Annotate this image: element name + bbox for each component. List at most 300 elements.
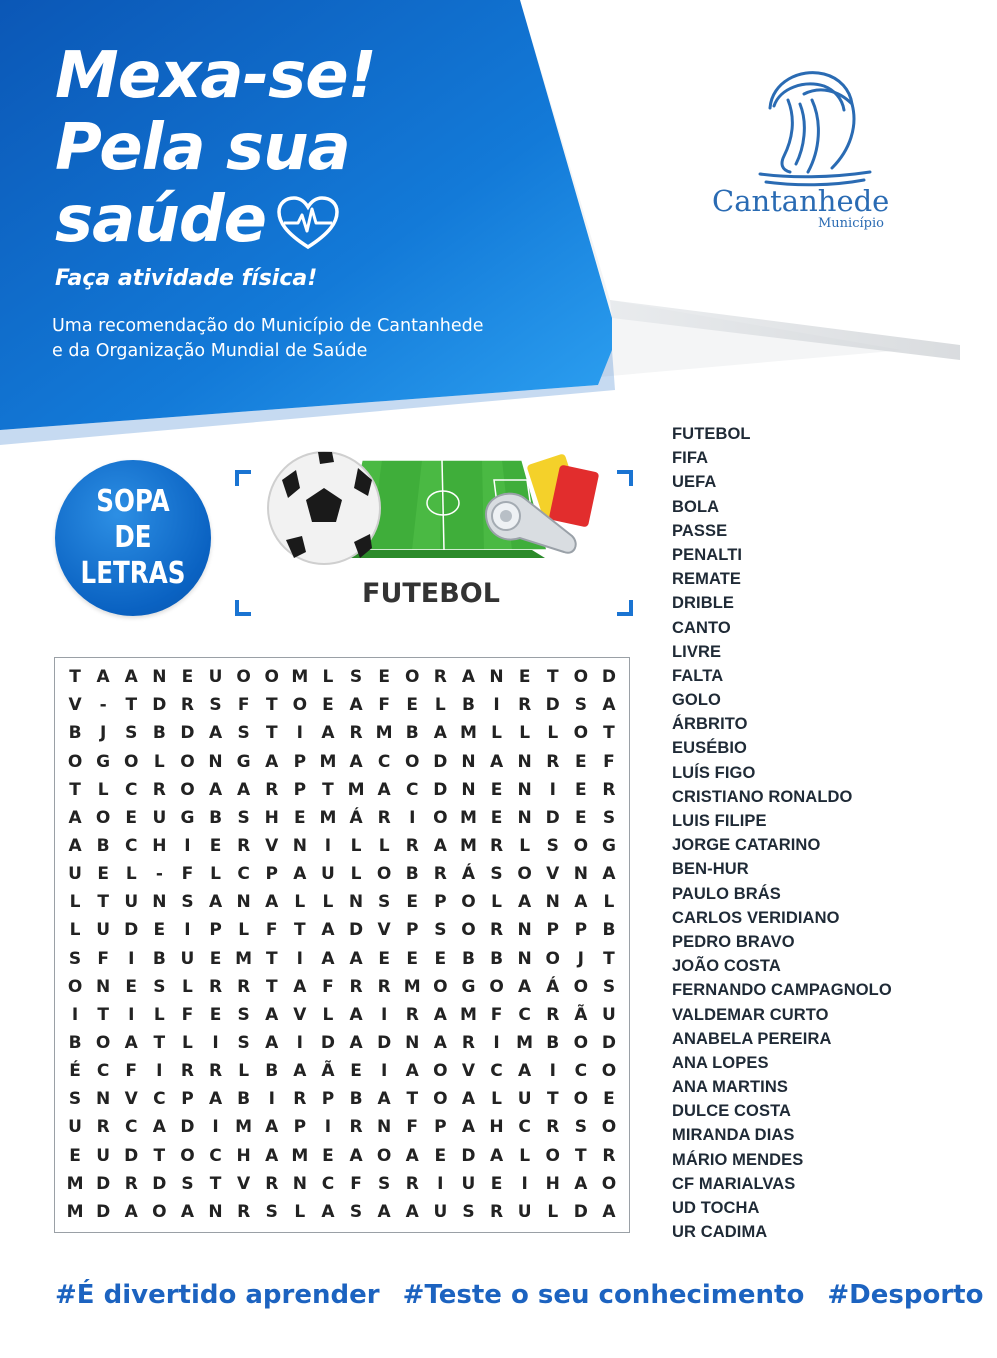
grid-cell: A — [321, 920, 335, 941]
grid-cell: F — [181, 864, 194, 885]
grid-cell: E — [294, 807, 306, 828]
soccer-ball-icon — [268, 452, 380, 564]
grid-cell: N — [152, 667, 167, 688]
grid-cell: A — [152, 1117, 166, 1138]
word-list-item: DRIBLE — [672, 594, 735, 613]
grid-cell: O — [180, 779, 195, 800]
grid-cell: T — [97, 892, 109, 913]
grid-cell: S — [378, 892, 391, 913]
grid-cell: B — [237, 1089, 251, 1110]
grid-cell: I — [71, 1004, 79, 1025]
grid-cell: R — [237, 835, 251, 856]
grid-cell: E — [125, 976, 138, 997]
grid-cell: O — [180, 751, 195, 772]
hero-title-line-2: Pela sua — [55, 111, 350, 185]
grid-cell: O — [489, 976, 504, 997]
grid-cell: E — [69, 1145, 81, 1166]
grid-cell: D — [152, 695, 167, 716]
grid-cell: G — [601, 835, 616, 856]
grid-cell: N — [517, 751, 532, 772]
word-list-item: CARLOS VERIDIANO — [672, 908, 840, 927]
grid-cell: F — [97, 948, 109, 969]
grid-cell: N — [489, 667, 504, 688]
grid-cell: A — [265, 1004, 279, 1025]
grid-cell: A — [265, 892, 279, 913]
grid-cell: G — [96, 751, 111, 772]
grid-cell: N — [96, 1089, 111, 1110]
grid-cell: A — [124, 1033, 138, 1054]
grid-cell: T — [546, 667, 559, 688]
grid-cell: A — [180, 1201, 195, 1222]
grid-cell: A — [68, 835, 82, 856]
grid-cell: M — [347, 779, 365, 800]
grid-cell: I — [409, 807, 416, 828]
grid-cell: O — [433, 976, 448, 997]
grid-cell: E — [575, 807, 587, 828]
grid-cell: I — [324, 835, 332, 856]
grid-cell: T — [406, 1089, 419, 1110]
word-list-item: PAULO BRÁS — [672, 884, 781, 903]
grid-cell: H — [236, 1145, 251, 1166]
word-search-badge-text — [81, 484, 186, 592]
grid-cell: L — [491, 892, 502, 913]
grid-cell: N — [208, 751, 223, 772]
grid-cell: M — [66, 1201, 84, 1222]
grid-cell: R — [265, 779, 279, 800]
grid-cell: D — [545, 807, 560, 828]
grid-cell: E — [518, 667, 531, 688]
grid-cell: L — [238, 920, 250, 941]
grid-cell: O — [573, 1033, 589, 1054]
grid-cell: S — [181, 1173, 194, 1194]
grid-cell: A — [349, 948, 363, 969]
grid-cell: M — [459, 835, 477, 856]
grid-cell: U — [517, 1201, 532, 1222]
grid-cell: I — [493, 1033, 500, 1054]
badge-line-1: SOPA — [96, 484, 170, 519]
grid-cell: L — [378, 835, 390, 856]
grid-cell: U — [433, 1201, 448, 1222]
grid-cell: L — [153, 1004, 165, 1025]
grid-cell: F — [406, 1117, 419, 1138]
grid-cell: E — [209, 1004, 222, 1025]
word-list-item: FUTEBOL — [672, 425, 751, 443]
grid-cell: B — [96, 835, 110, 856]
grid-cell: P — [293, 1117, 307, 1138]
word-list-item: UR CADIMA — [672, 1223, 768, 1242]
grid-cell: A — [265, 1033, 279, 1054]
grid-cell: C — [209, 1145, 222, 1166]
grid-cell: D — [96, 1173, 111, 1194]
recommendation-line-2: e da Organização Mundial de Saúde — [52, 341, 368, 361]
grid-cell: E — [350, 1061, 362, 1082]
grid-cell: S — [237, 807, 250, 828]
grid-cell: O — [573, 976, 589, 997]
word-list-item: ÁRBRITO — [672, 715, 748, 734]
word-list-item: CRISTIANO RONALDO — [672, 787, 853, 806]
grid-cell: A — [208, 1089, 223, 1110]
grid-cell: L — [434, 695, 446, 716]
grid-cell: R — [405, 835, 419, 856]
grid-cell: E — [97, 864, 109, 885]
grid-cell: A — [321, 948, 335, 969]
recommendation-text — [52, 314, 484, 364]
grid-cell: S — [125, 723, 138, 744]
grid-cell: T — [209, 1173, 222, 1194]
grid-cell: A — [237, 779, 251, 800]
grid-cell: V — [293, 1004, 307, 1025]
word-search-grid — [54, 657, 630, 1233]
grid-cell: P — [546, 920, 559, 941]
grid-cell: S — [378, 1173, 391, 1194]
word-list-item: BEN-HUR — [672, 860, 749, 879]
grid-cell: L — [491, 1089, 502, 1110]
grid-cell: F — [322, 976, 334, 997]
grid-cell: A — [265, 1145, 279, 1166]
grid-cell: C — [377, 751, 391, 772]
grid-cell: N — [292, 1173, 307, 1194]
hero-title-line-1: Mexa-se! — [55, 39, 376, 113]
grid-cell: F — [237, 695, 250, 716]
grid-cell: I — [184, 920, 191, 941]
grid-cell: R — [180, 1061, 194, 1082]
word-list-item: FERNANDO CAMPAGNOLO — [672, 981, 892, 1000]
grid-cell: L — [491, 723, 502, 744]
grid-cell: B — [405, 864, 419, 885]
grid-cell: A — [349, 1145, 363, 1166]
word-list-item: LIVRE — [672, 642, 722, 661]
grid-cell: T — [69, 667, 81, 688]
grid-cell: F — [125, 1061, 138, 1082]
grid-cell: U — [461, 1173, 476, 1194]
grid-cell: A — [377, 1201, 391, 1222]
grid-cell: L — [153, 751, 165, 772]
grid-cell: P — [406, 920, 419, 941]
grid-cell: E — [603, 1089, 615, 1110]
grid-cell: I — [184, 835, 191, 856]
grid-cell: É — [69, 1061, 81, 1082]
grid-cell: R — [265, 1173, 279, 1194]
grid-cell: S — [574, 695, 587, 716]
grid-cell: I — [296, 948, 303, 969]
word-list-item: MÁRIO MENDES — [672, 1150, 804, 1169]
grid-cell: S — [237, 723, 250, 744]
grid-cell: O — [573, 667, 589, 688]
grid-cell: A — [377, 1089, 391, 1110]
grid-cell: O — [461, 920, 476, 941]
grid-cell: D — [601, 667, 616, 688]
badge-line-3: LETRAS — [80, 556, 186, 591]
grid-cell: P — [321, 1089, 335, 1110]
badge-line-2: DE — [114, 520, 152, 555]
grid-cell: E — [434, 1145, 447, 1166]
grid-cell: H — [264, 807, 279, 828]
grid-cell: M — [516, 1033, 534, 1054]
grid-cell: A — [405, 1201, 419, 1222]
grid-cell: O — [433, 1061, 448, 1082]
grid-cell: S — [574, 1117, 587, 1138]
grid-cell: R — [546, 751, 560, 772]
grid-cell: O — [67, 751, 83, 772]
grid-cell: T — [69, 779, 81, 800]
grid-cell: A — [433, 835, 447, 856]
word-list-item: CANTO — [672, 618, 731, 637]
grid-cell: E — [209, 948, 222, 969]
grid-cell: L — [238, 1061, 250, 1082]
grid-cell: D — [545, 695, 560, 716]
grid-cell: B — [152, 948, 166, 969]
word-list — [672, 422, 892, 1244]
grid-cell: O — [545, 948, 560, 969]
grid-cell: D — [96, 1201, 111, 1222]
grid-cell: I — [212, 1033, 219, 1054]
grid-cell: P — [434, 892, 447, 913]
grid-cell: F — [490, 1004, 503, 1025]
grid-cell: R — [490, 835, 504, 856]
grid-cell: U — [96, 920, 111, 941]
grid-cell: D — [320, 1033, 335, 1054]
grid-cell: C — [125, 1117, 138, 1138]
grid-cell: O — [433, 1089, 448, 1110]
grid-cell: C — [518, 1117, 531, 1138]
grid-cell: A — [349, 751, 363, 772]
grid-cell: B — [602, 920, 616, 941]
grid-cell: E — [406, 695, 419, 716]
grid-cell: V — [68, 695, 82, 716]
grid-cell: M — [235, 948, 253, 969]
grid-cell: U — [517, 1089, 532, 1110]
grid-cell: D — [180, 1117, 195, 1138]
grid-cell: M — [319, 807, 337, 828]
grid-cell: N — [377, 1117, 392, 1138]
grid-cell: R — [546, 1117, 560, 1138]
grid-cell: S — [602, 976, 616, 997]
grid-cell: R — [602, 779, 616, 800]
grid-cell: Ã — [574, 1004, 588, 1025]
grid-cell: A — [293, 1061, 307, 1082]
logo-name: Cantanhede — [712, 184, 890, 218]
word-list-item: UD TOCHA — [672, 1199, 760, 1217]
grid-cell: C — [321, 1173, 335, 1194]
grid-cell: A — [489, 751, 504, 772]
grid-cell: L — [125, 864, 137, 885]
heart-pulse-icon — [276, 195, 340, 251]
grid-cell: S — [462, 1201, 475, 1222]
grid-cell: M — [403, 976, 421, 997]
grid-cell: N — [152, 892, 167, 913]
grid-cell: L — [322, 667, 334, 688]
grid-cell: E — [209, 835, 222, 856]
grid-cell: N — [348, 892, 364, 913]
grid-cell: O — [601, 1061, 617, 1082]
grid-cell: R — [518, 695, 532, 716]
grid-cell: L — [69, 920, 81, 941]
grid-cell: A — [208, 779, 223, 800]
grid-cell: L — [350, 835, 362, 856]
grid-cell: L — [603, 892, 615, 913]
grid-cell: V — [546, 864, 560, 885]
grid-cell: U — [208, 667, 223, 688]
grid-cell: F — [181, 1004, 194, 1025]
grid-cell: G — [236, 751, 251, 772]
grid-cell: T — [153, 1033, 166, 1054]
grid-cell: D — [433, 779, 448, 800]
grid-cell: D — [433, 751, 448, 772]
grid-cell: - — [99, 695, 107, 716]
grid-cell: A — [208, 892, 223, 913]
grid-cell: B — [461, 948, 475, 969]
grid-cell: V — [461, 1061, 476, 1082]
grid-cell: U — [96, 1145, 111, 1166]
grid-cell: L — [182, 976, 193, 997]
grid-cell: N — [96, 976, 111, 997]
grid-cell: A — [124, 667, 138, 688]
grid-cell: T — [265, 723, 278, 744]
grid-cell: O — [573, 835, 589, 856]
grid-cell: R — [180, 695, 194, 716]
grid-cell: N — [517, 948, 532, 969]
grid-cell: V — [265, 835, 279, 856]
grid-cell: A — [461, 1117, 476, 1138]
hashtag-1: #É divertido aprender — [55, 1280, 380, 1310]
grid-cell: B — [546, 1033, 560, 1054]
grid-cell: A — [518, 1061, 532, 1082]
grid-cell: N — [461, 779, 476, 800]
grid-cell: L — [350, 864, 362, 885]
grid-cell: R — [377, 976, 391, 997]
grid-cell: E — [125, 807, 138, 828]
grid-cell: M — [291, 1145, 309, 1166]
grid-cell: S — [349, 1201, 363, 1222]
grid-cell: O — [376, 1145, 392, 1166]
grid-cell: O — [601, 1173, 617, 1194]
grid-cell: R — [293, 1089, 307, 1110]
grid-cell: E — [575, 779, 587, 800]
grid-cell: F — [378, 695, 390, 716]
grid-cell: H — [545, 1173, 560, 1194]
grid-cell: E — [490, 807, 503, 828]
grid-cell: S — [153, 976, 166, 997]
grid-cell: I — [212, 1117, 219, 1138]
grid-cell: L — [547, 723, 559, 744]
grid-cell: H — [152, 835, 167, 856]
grid-cell: A — [433, 1004, 447, 1025]
grid-cell: B — [405, 723, 419, 744]
hero-title — [55, 40, 376, 256]
grid-cell: L — [322, 1004, 334, 1025]
grid-cell: R — [124, 1173, 138, 1194]
grid-cell: N — [292, 835, 307, 856]
grid-cell: S — [602, 807, 616, 828]
grid-cell: A — [321, 723, 335, 744]
football-illustration — [262, 440, 612, 590]
grid-cell: E — [434, 948, 447, 969]
grid-cell: V — [237, 1173, 251, 1194]
hashtag-3: #Desporto — [827, 1280, 984, 1310]
grid-cell: A — [461, 667, 476, 688]
grid-cell: B — [265, 1061, 279, 1082]
grid-cell: A — [518, 892, 532, 913]
grid-cell: T — [546, 1089, 559, 1110]
grid-cell: S — [181, 892, 194, 913]
grid-cell: E — [406, 892, 419, 913]
grid-cell: A — [349, 695, 363, 716]
grid-cell: I — [380, 1004, 388, 1025]
grid-cell: M — [459, 1004, 477, 1025]
grid-cell: E — [406, 948, 419, 969]
grid-cell: N — [208, 1201, 223, 1222]
grid-cell: R — [152, 779, 166, 800]
grid-cell: A — [293, 864, 307, 885]
grid-cell: R — [433, 667, 447, 688]
grid-cell: U — [68, 864, 82, 885]
grid-cell: V — [377, 920, 391, 941]
grid-cell: S — [490, 864, 503, 885]
grid-cell: L — [210, 864, 221, 885]
grid-cell: T — [575, 1145, 587, 1166]
grid-cell: A — [349, 1033, 363, 1054]
grid-cell: I — [437, 1173, 444, 1194]
grid-cell: I — [128, 948, 135, 969]
grid-cell: D — [152, 1173, 167, 1194]
grid-cell: R — [405, 1004, 419, 1025]
grid-cell: R — [237, 1201, 251, 1222]
grid-cell: Á — [461, 864, 476, 885]
grid-cell: I — [296, 1033, 303, 1054]
grid-cell: S — [434, 920, 447, 941]
grid-cell: O — [601, 1117, 617, 1138]
grid-cell: E — [575, 751, 587, 772]
grid-cell: O — [152, 1201, 167, 1222]
grid-cell: O — [517, 864, 532, 885]
grid-cell: E — [322, 695, 334, 716]
grid-cell: E — [322, 1145, 334, 1166]
grid-cell: A — [377, 779, 391, 800]
hero-title-line-3 — [55, 184, 376, 256]
grid-cell: D — [124, 920, 139, 941]
grid-cell: N — [236, 892, 251, 913]
grid-cell: D — [601, 1033, 616, 1054]
grid-cell: A — [321, 1201, 335, 1222]
grid-cell: R — [602, 1145, 616, 1166]
grid-cell: P — [574, 920, 588, 941]
grid-cell: T — [153, 1145, 166, 1166]
grid-cell: M — [459, 807, 477, 828]
grid-cell: M — [291, 667, 309, 688]
grid-cell: R — [461, 1033, 475, 1054]
grid-cell: L — [519, 723, 531, 744]
grid-cell: R — [405, 1173, 419, 1194]
word-list-item: ANA MARTINS — [672, 1078, 788, 1097]
grid-cell: A — [574, 1173, 588, 1194]
grid-cell: A — [265, 751, 279, 772]
grid-cell: L — [519, 1145, 531, 1166]
grid-cell: I — [268, 1089, 275, 1110]
grid-cell: E — [490, 1173, 503, 1194]
word-list-item: VALDEMAR CURTO — [672, 1005, 829, 1024]
grid-cell: I — [549, 779, 556, 800]
grid-cell: A — [461, 1089, 476, 1110]
grid-cell: B — [490, 948, 504, 969]
grid-cell: T — [97, 1004, 109, 1025]
grid-cell: O — [264, 667, 279, 688]
grid-cell: C — [490, 1061, 503, 1082]
grid-cell: O — [545, 1145, 560, 1166]
grid-cell: I — [296, 723, 303, 744]
grid-cell: B — [68, 723, 82, 744]
grid-cell: T — [294, 920, 306, 941]
grid-cell: A — [602, 1201, 616, 1222]
